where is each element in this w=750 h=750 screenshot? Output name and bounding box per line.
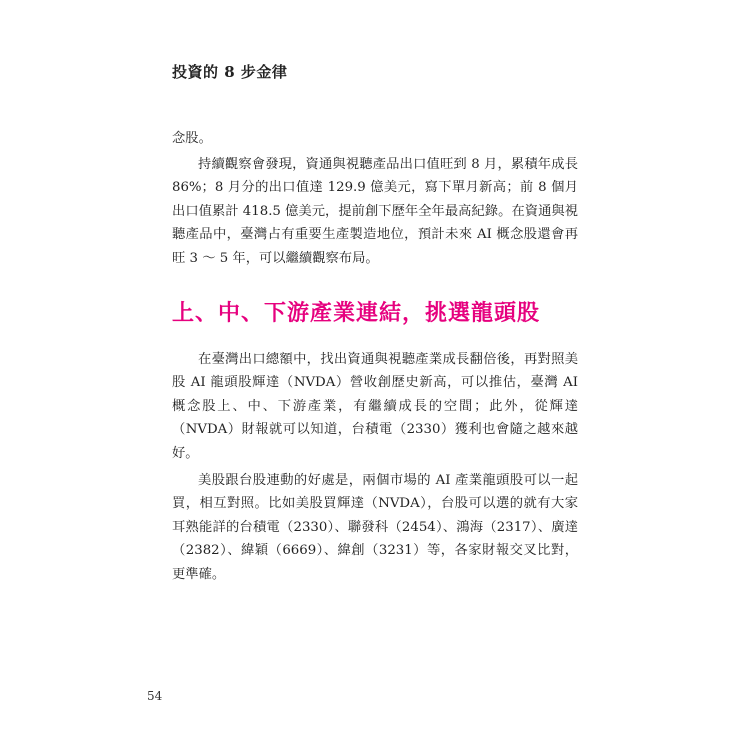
paragraph-continuation: 念股。 bbox=[172, 131, 212, 146]
page-number: 54 bbox=[147, 689, 163, 703]
section-heading: 上、中、下游產業連結，挑選龍頭股 bbox=[172, 300, 541, 326]
paragraph-export-observation: 持續觀察會發現，資通與視聽產品出口值旺到 8 月，累積年成長 86%；8 月分的出口值達 129.9 億美元，寫下單月新高；前 8 個月出口值累計 418.5 億美元，提前創下歷年全年最高紀錄。在資通與視聽產品中，臺灣占有重要生產製造地位，預計未來 AI 概念股還會再旺 3 ～ 5 年，可以繼續觀察布局。 bbox=[172, 157, 578, 266]
paragraph-export-analysis: 在臺灣出口總額中，找出資通與視聽產業成長翻倍後，再對照美股 AI 龍頭股輝達（NVDA）營收創歷史新高，可以推估，臺灣 AI 概念股上、中、下游產業，有繼續成長的空間；此外，從輝達（NVDA）財報就可以知道，台積電（2330）獲利也會隨之越來越好。 bbox=[172, 352, 578, 461]
paragraph-us-tw-linkage: 美股跟台股連動的好處是，兩個市場的 AI 產業龍頭股可以一起買，相互對照。比如美股買輝達（NVDA），台股可以選的就有大家耳熟能詳的台積電（2330）、聯發科（2454）、鴻海（2317）、廣達（2382）、緯穎（6669）、緯創（3231）等，各家財報交叉比對，更準確。 bbox=[172, 473, 578, 582]
running-title: 投資的 8 步金律 bbox=[172, 63, 288, 81]
